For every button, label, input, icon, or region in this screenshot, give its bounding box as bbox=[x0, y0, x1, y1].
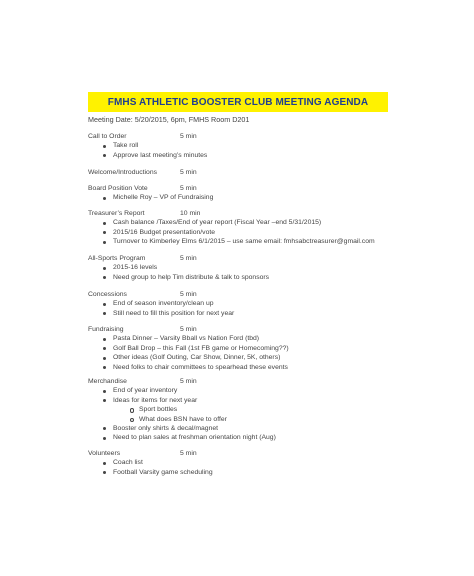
agenda-bullet-item: Other ideas (Golf Outing, Car Show, Dinner, 5K, others) bbox=[88, 353, 428, 362]
agenda-bullet-item: Coach list bbox=[88, 458, 428, 467]
agenda-bullet-item: Michelle Roy – VP of Fundraising bbox=[88, 193, 428, 202]
section-header bbox=[88, 168, 428, 177]
section-header bbox=[88, 209, 428, 218]
section-duration: 10 min bbox=[180, 210, 201, 217]
agenda-title: FMHS ATHLETIC BOOSTER CLUB MEETING AGENDA bbox=[88, 92, 388, 112]
agenda-section bbox=[88, 325, 428, 372]
agenda-sub-item: Sport bottles bbox=[88, 405, 428, 414]
section-header bbox=[88, 184, 428, 193]
section-duration: 5 min bbox=[180, 133, 197, 140]
agenda-bullet-item: End of year inventory bbox=[88, 386, 428, 395]
agenda-sub-item: What does BSN have to offer bbox=[88, 415, 428, 424]
section-duration: 5 min bbox=[180, 255, 197, 262]
section-title: Treasurer’s Report bbox=[88, 210, 145, 217]
agenda-bullet-item: Still need to fill this position for next year bbox=[88, 309, 428, 318]
section-header bbox=[88, 254, 428, 263]
agenda-bullet-item: 2015-16 levels bbox=[88, 263, 428, 272]
section-title: Call to Order bbox=[88, 133, 127, 140]
section-title: Volunteers bbox=[88, 450, 121, 457]
section-title: Board Position Vote bbox=[88, 185, 148, 192]
agenda-bullet-item: Golf Ball Drop – this Fall (1st FB game or Homecoming??) bbox=[88, 344, 428, 353]
section-duration: 5 min bbox=[180, 326, 197, 333]
agenda-section bbox=[88, 449, 428, 477]
agenda-bullet-item: Booster only shirts & decal/magnet bbox=[88, 424, 428, 433]
section-duration: 5 min bbox=[180, 291, 197, 298]
agenda-bullet-item: Football Varsity game scheduling bbox=[88, 468, 428, 477]
agenda-section bbox=[88, 209, 428, 247]
agenda-bullet-item: 2015/16 Budget presentation/vote bbox=[88, 228, 428, 237]
section-duration: 5 min bbox=[180, 450, 197, 457]
section-duration: 5 min bbox=[180, 185, 197, 192]
agenda-section bbox=[88, 184, 428, 203]
section-duration: 5 min bbox=[180, 169, 197, 176]
agenda-bullet-item: Cash balance /Taxes/End of year report (Fiscal Year –end 5/31/2015) bbox=[88, 218, 428, 227]
agenda-bullet-item: Need folks to chair committees to spearhead these events bbox=[88, 363, 428, 372]
agenda-bullet-item: Need group to help Tim distribute & talk to sponsors bbox=[88, 273, 428, 282]
agenda-section bbox=[88, 132, 428, 160]
agenda-bullet-item: End of season inventory/clean up bbox=[88, 299, 428, 308]
section-title: Welcome/Introductions bbox=[88, 169, 158, 176]
agenda-bullet-item: Pasta Dinner – Varsity Bball vs Nation Ford (tbd) bbox=[88, 334, 428, 343]
meeting-date-line: Meeting Date: 5/20/2015, 6pm, FMHS Room D201 bbox=[88, 115, 250, 124]
agenda-section bbox=[88, 168, 428, 177]
section-title: Merchandise bbox=[88, 378, 127, 385]
section-header bbox=[88, 377, 428, 386]
section-title: Concessions bbox=[88, 291, 127, 298]
section-duration: 5 min bbox=[180, 378, 197, 385]
section-header bbox=[88, 325, 428, 334]
agenda-bullet-item: Turnover to Kimberley Elms 6/1/2015 – use same email: fmhsabctreasurer@gmail.com bbox=[88, 237, 428, 246]
section-header bbox=[88, 449, 428, 458]
agenda-bullet-item: Approve last meeting’s minutes bbox=[88, 151, 428, 160]
agenda-bullet-item: Need to plan sales at freshman orientation night (Aug) bbox=[88, 433, 428, 442]
agenda-section bbox=[88, 254, 428, 282]
section-title: All-Sports Program bbox=[88, 255, 146, 262]
section-header bbox=[88, 290, 428, 299]
agenda-section bbox=[88, 290, 428, 318]
agenda-section bbox=[88, 377, 428, 443]
section-header bbox=[88, 132, 428, 141]
section-title: Fundraising bbox=[88, 326, 124, 333]
agenda-bullet-item: Take roll bbox=[88, 141, 428, 150]
agenda-bullet-item: Ideas for items for next year bbox=[88, 396, 428, 405]
